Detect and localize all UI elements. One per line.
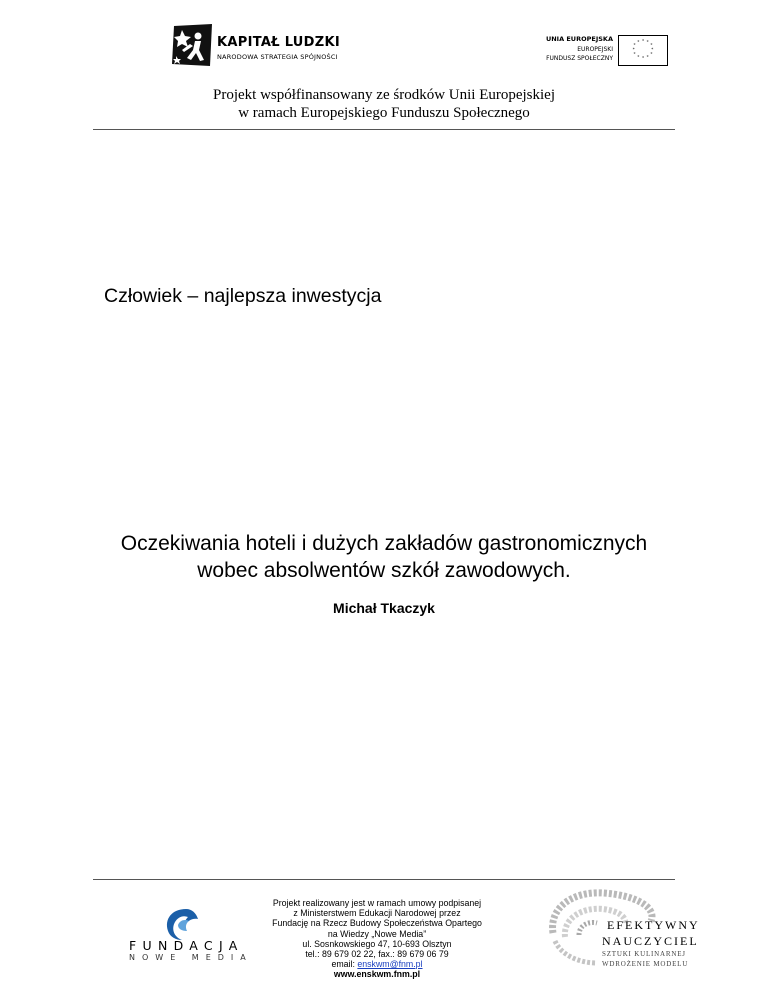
cofinancing-line1: Projekt współfinansowany ze środków Unii Europejskiej	[212, 87, 556, 103]
svg-text:*: *	[632, 46, 635, 52]
eu-line1: UNIA EUROPEJSKA	[545, 35, 613, 43]
svg-text:*: *	[651, 46, 654, 52]
eu-line2: EUROPEJSKI	[577, 46, 613, 53]
footer-email-label: email:	[331, 959, 358, 970]
footer-email-link[interactable]: enskwm@fnm.pl	[357, 959, 423, 970]
svg-text:*: *	[650, 51, 653, 57]
efektywny-line1: EFEKTYWNY	[607, 918, 700, 932]
eu-stars-flag-icon	[618, 35, 668, 66]
header-divider	[93, 129, 675, 130]
svg-text:*: *	[637, 54, 640, 60]
svg-text:*: *	[646, 39, 649, 45]
document-title-line1: Oczekiwania hoteli i dużych zakładów gastronomicznych	[120, 532, 648, 555]
efektywny-line3: SZTUKI KULINARNEJ	[602, 950, 686, 958]
footer-info-line1: Projekt realizowany jest w ramach umowy podpisanej	[272, 898, 482, 908]
footer-phone: tel.: 89 679 02 22, fax.: 89 679 06 79	[305, 949, 449, 960]
svg-text:*: *	[646, 54, 649, 60]
svg-text:*: *	[633, 42, 636, 48]
efektywny-line4: WDROŻENIE MODELU	[602, 960, 689, 968]
efektywny-nauczyciel-logo	[545, 885, 700, 970]
cofinancing-line2: w ramach Europejskiego Funduszu Społecznego	[238, 105, 530, 121]
kapital-ludzki-title: KAPITAŁ LUDZKI	[217, 35, 340, 50]
footer-info	[264, 898, 490, 980]
efektywny-line2: NAUCZYCIEL	[602, 934, 699, 948]
svg-text:*: *	[650, 42, 653, 48]
kapital-ludzki-subtitle: NARODOWA STRATEGIA SPÓJNOŚCI	[217, 53, 338, 61]
footer-info-line4: na Wiedzy „Nowe Media”	[327, 928, 427, 939]
svg-text:*: *	[641, 55, 645, 61]
svg-text:*: *	[633, 51, 636, 57]
footer-info-line3: Fundację na Rzecz Budowy Społeczeństwa Opartego	[272, 918, 482, 929]
footer-info-line2: z Ministerstwem Edukacji Narodowej przez	[293, 908, 461, 919]
footer-address: ul. Sosnkowskiego 47, 10-693 Olsztyn	[302, 938, 452, 949]
eu-line3: FUNDUSZ SPOŁECZNY	[546, 55, 613, 62]
footer-website[interactable]: www.enskwm.fnm.pl	[333, 969, 421, 980]
document-title-line2: wobec absolwentów szkół zawodowych.	[197, 559, 571, 582]
author: Michał Tkaczyk	[333, 600, 435, 616]
eu-logo	[518, 35, 668, 67]
kapital-ludzki-star-figure-icon	[168, 22, 216, 68]
footer-email-row	[264, 959, 490, 969]
fundacja-subtitle: NOWE MEDIA	[129, 953, 253, 962]
svg-text:*: *	[637, 39, 640, 45]
fundacja-name: FUNDACJA	[129, 938, 244, 953]
footer-divider	[93, 879, 675, 880]
svg-text:*: *	[641, 38, 645, 44]
slogan: Człowiek – najlepsza inwestycja	[104, 285, 382, 307]
